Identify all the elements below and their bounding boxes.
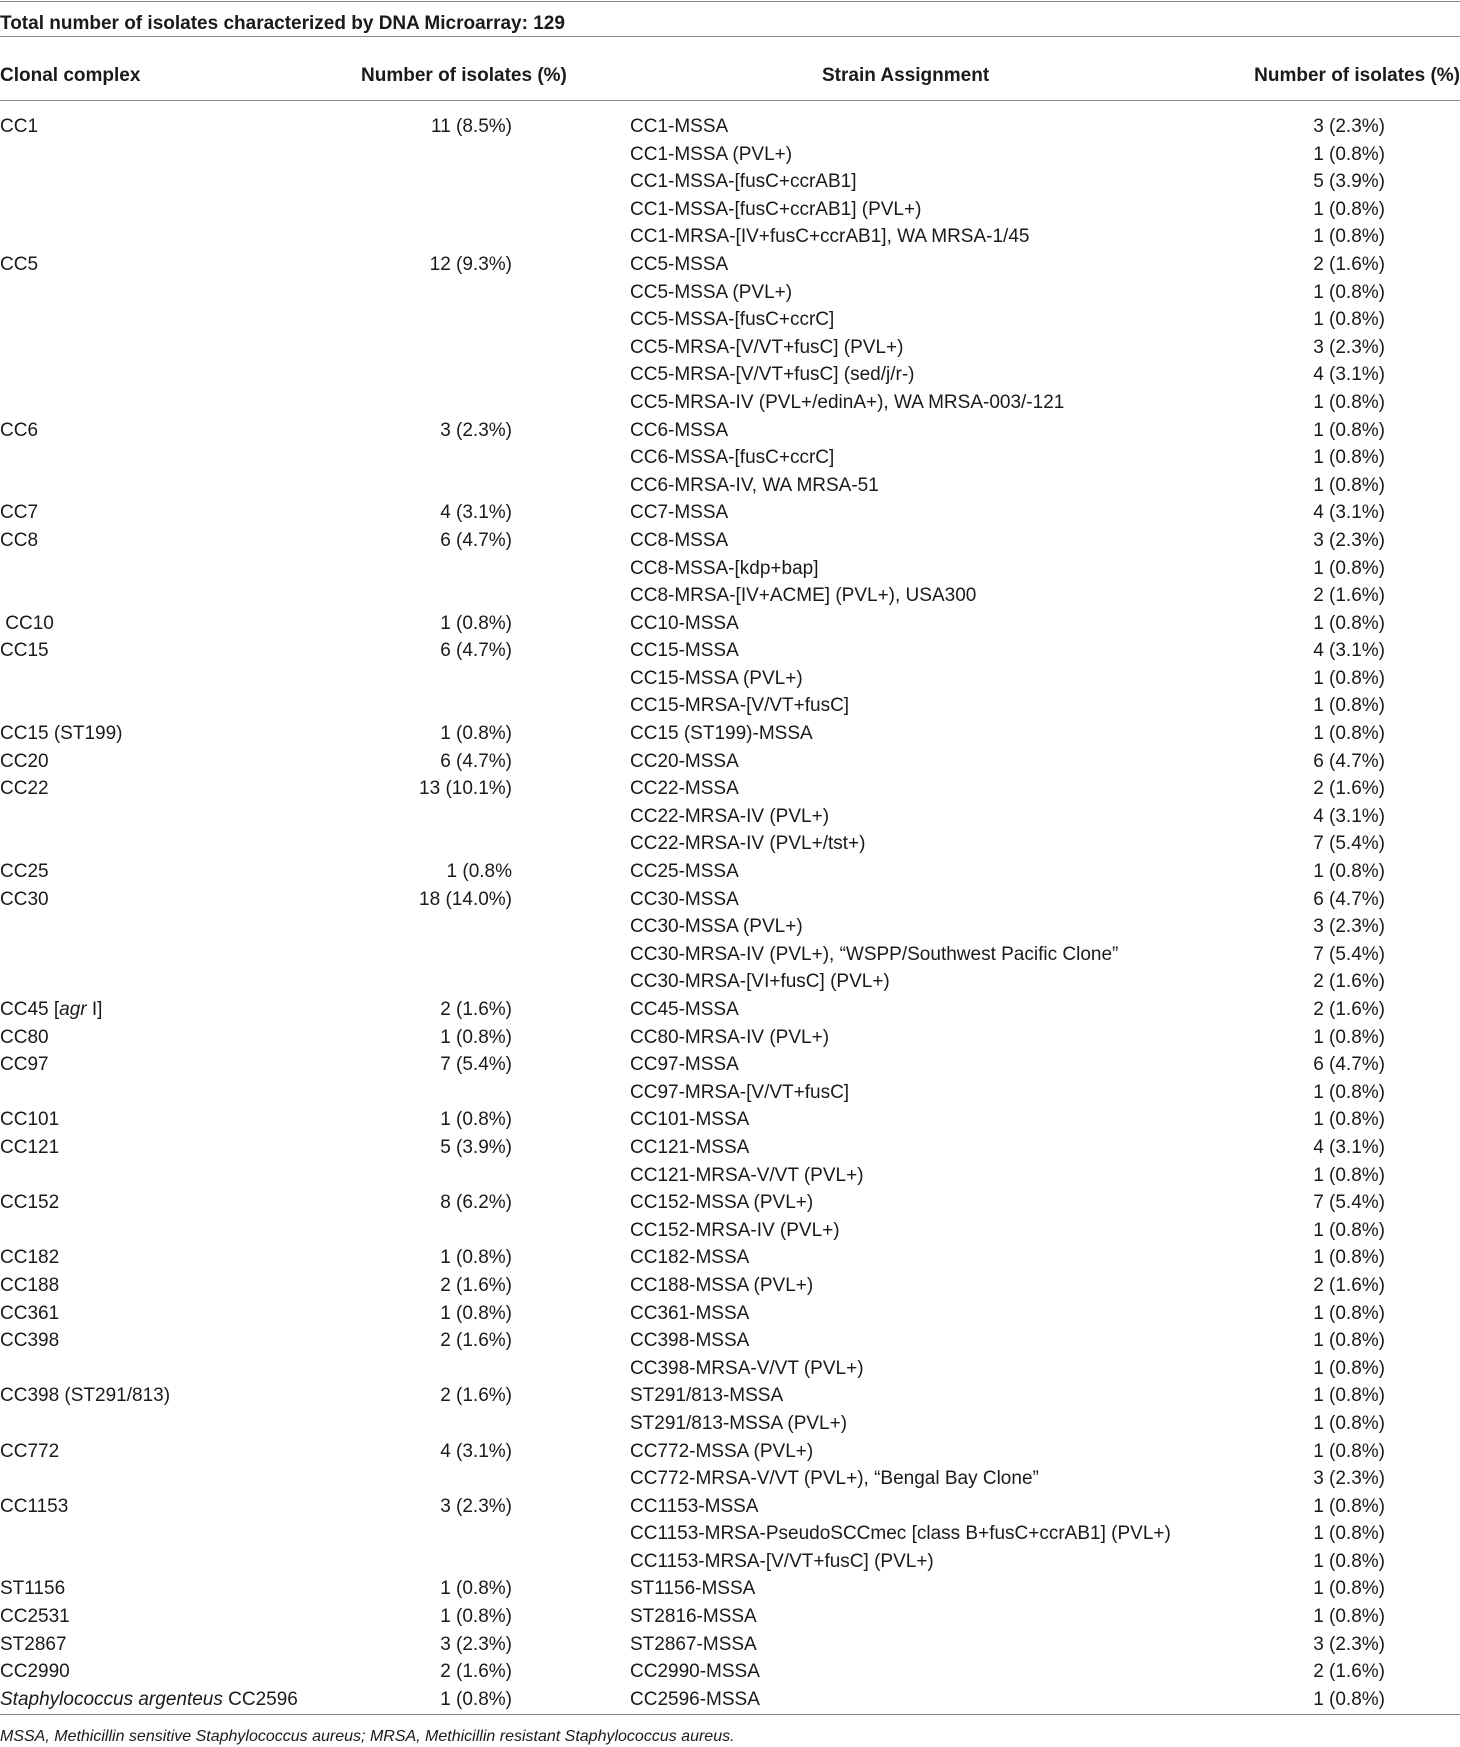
strain-isolate-count-cell: 1 (0.8%) xyxy=(1313,1495,1385,1517)
cc-isolate-count-cell: 6 (4.7%) xyxy=(440,529,512,551)
clonal-complex-suffix-text: CC2596 xyxy=(222,1688,298,1710)
strain-isolate-count-cell: 1 (0.8%) xyxy=(1313,1302,1385,1324)
strain-assignment-cell: CC2596-MSSA xyxy=(630,1688,760,1710)
strain-isolate-count-cell: 1 (0.8%) xyxy=(1313,557,1385,579)
strain-assignment-cell: CC15-MSSA (PVL+) xyxy=(630,667,803,689)
clonal-complex-text: CC1 xyxy=(0,116,39,137)
clonal-complex-italic-text: Staphylococcus argenteus xyxy=(0,1688,223,1710)
strain-isolate-count-cell: 6 (4.7%) xyxy=(1313,888,1385,910)
strain-isolate-count-cell: 1 (0.8%) xyxy=(1313,474,1385,496)
strain-assignment-cell: CC1153-MRSA-PseudoSCCmec [class B+fusC+ccrAB1] (PVL+) xyxy=(630,1523,1171,1545)
table-row xyxy=(0,1327,1460,1355)
cc-isolate-count-cell: 1 (0.8%) xyxy=(440,1688,512,1710)
table-row xyxy=(0,1217,1460,1245)
table-row xyxy=(0,692,1460,720)
cc-isolate-count-cell: 3 (2.3%) xyxy=(440,419,512,441)
strain-isolate-count-cell: 1 (0.8%) xyxy=(1313,198,1385,220)
strain-assignment-cell: CC398-MSSA xyxy=(630,1330,750,1352)
strain-isolate-count-cell: 1 (0.8%) xyxy=(1313,281,1385,303)
table-row xyxy=(0,168,1460,196)
table-row xyxy=(0,1465,1460,1493)
strain-assignment-cell: CC7-MSSA xyxy=(630,502,729,524)
strain-isolate-count-cell: 1 (0.8%) xyxy=(1313,226,1385,248)
strain-assignment-cell: CC398-MRSA-V/VT (PVL+) xyxy=(630,1357,864,1379)
clonal-complex-cell xyxy=(0,886,49,914)
clonal-complex-text: CC398 (ST291/813) xyxy=(0,1385,171,1407)
clonal-complex-suffix-text: I] xyxy=(86,999,103,1020)
strain-isolate-count-cell: 1 (0.8%) xyxy=(1313,1412,1385,1434)
strain-assignment-cell: ST291/813-MSSA xyxy=(630,1385,784,1407)
cc-isolate-count-cell: 7 (5.4%) xyxy=(440,1054,512,1076)
strain-assignment-cell: CC361-MSSA xyxy=(630,1302,750,1324)
clonal-complex-cell xyxy=(0,1603,70,1631)
strain-assignment-cell: CC188-MSSA (PVL+) xyxy=(630,1274,814,1296)
header-clonal-complex: Clonal complex xyxy=(0,65,141,86)
clonal-complex-cell xyxy=(0,610,54,638)
strain-assignment-cell: CC1153-MRSA-[V/VT+fusC] (PVL+) xyxy=(630,1550,934,1572)
strain-isolate-count-cell: 3 (2.3%) xyxy=(1313,336,1385,358)
strain-assignment-cell: CC45-MSSA xyxy=(630,999,739,1020)
table-row xyxy=(0,1244,1460,1272)
clonal-complex-cell xyxy=(0,996,102,1024)
strain-isolate-count-cell: 1 (0.8%) xyxy=(1313,1523,1385,1545)
strain-isolate-count-cell: 1 (0.8%) xyxy=(1313,1385,1385,1407)
strain-isolate-count-cell: 2 (1.6%) xyxy=(1313,1661,1385,1683)
strain-isolate-count-cell: 3 (2.3%) xyxy=(1313,529,1385,551)
strain-assignment-cell: CC1-MSSA (PVL+) xyxy=(630,143,793,165)
cc-isolate-count-cell: 4 (3.1%) xyxy=(440,1440,512,1462)
strain-isolate-count-cell: 1 (0.8%) xyxy=(1313,1219,1385,1241)
cc-isolate-count-cell: 6 (4.7%) xyxy=(440,750,512,772)
clonal-complex-cell xyxy=(0,637,49,665)
table-row xyxy=(0,113,1460,141)
cc-isolate-count-cell: 3 (2.3%) xyxy=(440,1495,512,1517)
strain-isolate-count-cell: 1 (0.8%) xyxy=(1313,391,1385,413)
strain-assignment-cell: CC772-MRSA-V/VT (PVL+), “Bengal Bay Clone” xyxy=(630,1468,1039,1490)
strain-isolate-count-cell: 4 (3.1%) xyxy=(1313,364,1385,386)
strain-assignment-cell: ST2867-MSSA xyxy=(630,1633,757,1655)
table-row xyxy=(0,1134,1460,1162)
clonal-complex-text: CC7 xyxy=(0,502,39,524)
clonal-complex-text: CC772 xyxy=(0,1440,60,1462)
clonal-complex-cell xyxy=(0,1244,59,1272)
table-row xyxy=(0,1603,1460,1631)
cc-isolate-count-cell: 2 (1.6%) xyxy=(440,1330,512,1352)
cc-isolate-count-cell: 3 (2.3%) xyxy=(440,1633,512,1655)
strain-isolate-count-cell: 1 (0.8%) xyxy=(1313,1606,1385,1628)
clonal-complex-text: ST1156 xyxy=(0,1578,66,1600)
strain-assignment-cell: CC20-MSSA xyxy=(630,750,739,772)
table-row xyxy=(0,499,1460,527)
clonal-complex-cell xyxy=(0,1134,59,1162)
caption-rule xyxy=(0,36,1460,37)
strain-isolate-count-cell: 1 (0.8%) xyxy=(1313,695,1385,717)
cc-isolate-count-cell: 11 (8.5%) xyxy=(431,116,512,137)
clonal-complex-cell xyxy=(0,1686,298,1714)
header-strain-assignment: Strain Assignment xyxy=(822,65,990,86)
strain-isolate-count-cell: 1 (0.8%) xyxy=(1313,1688,1385,1710)
strain-isolate-count-cell: 6 (4.7%) xyxy=(1313,1054,1385,1076)
strain-assignment-cell: CC30-MSSA xyxy=(630,888,739,910)
strain-isolate-count-cell: 4 (3.1%) xyxy=(1313,502,1385,524)
strain-isolate-count-cell: 1 (0.8%) xyxy=(1313,612,1385,634)
clonal-complex-text: CC2990 xyxy=(0,1661,70,1683)
strain-isolate-count-cell: 1 (0.8%) xyxy=(1313,861,1385,883)
clonal-complex-text: CC1153 xyxy=(0,1495,69,1517)
strain-assignment-cell: CC15-MSSA xyxy=(630,640,739,662)
strain-assignment-cell: ST2816-MSSA xyxy=(630,1606,757,1628)
table-row xyxy=(0,472,1460,500)
table-row xyxy=(0,1382,1460,1410)
strain-isolate-count-cell: 1 (0.8%) xyxy=(1313,1330,1385,1352)
cc-isolate-count-cell: 2 (1.6%) xyxy=(440,1274,512,1296)
clonal-complex-cell xyxy=(0,1300,59,1328)
clonal-complex-text: CC6 xyxy=(0,419,39,441)
clonal-complex-cell xyxy=(0,499,38,527)
cc-isolate-count-cell: 8 (6.2%) xyxy=(440,1192,512,1214)
clonal-complex-text: CC97 xyxy=(0,1054,49,1076)
clonal-complex-cell xyxy=(0,1493,68,1521)
strain-isolate-count-cell: 3 (2.3%) xyxy=(1313,1468,1385,1490)
strain-assignment-cell: CC25-MSSA xyxy=(630,861,739,883)
clonal-complex-text: CC121 xyxy=(0,1136,60,1158)
table-row xyxy=(0,444,1460,472)
strain-isolate-count-cell: 1 (0.8%) xyxy=(1313,1109,1385,1131)
strain-assignment-cell: CC2990-MSSA xyxy=(630,1661,760,1683)
strain-isolate-count-cell: 2 (1.6%) xyxy=(1313,778,1385,800)
clonal-complex-text: CC10 xyxy=(0,612,54,634)
clonal-complex-cell xyxy=(0,417,38,445)
clonal-complex-text: CC361 xyxy=(0,1302,60,1324)
clonal-complex-cell xyxy=(0,1051,49,1079)
strain-assignment-cell: CC772-MSSA (PVL+) xyxy=(630,1440,814,1462)
strain-assignment-cell: CC30-MSSA (PVL+) xyxy=(630,916,803,938)
clonal-complex-cell xyxy=(0,1272,59,1300)
strain-assignment-cell: CC152-MSSA (PVL+) xyxy=(630,1192,814,1214)
strain-assignment-cell: CC8-MRSA-[IV+ACME] (PVL+), USA300 xyxy=(630,585,977,607)
strain-assignment-cell: CC5-MRSA-[V/VT+fusC] (sed/j/r-) xyxy=(630,364,915,386)
table-row xyxy=(0,1438,1460,1466)
clonal-complex-text: CC5 xyxy=(0,253,39,275)
table-row xyxy=(0,1272,1460,1300)
strain-isolate-count-cell: 2 (1.6%) xyxy=(1313,253,1385,275)
strain-assignment-cell: CC15-MRSA-[V/VT+fusC] xyxy=(630,695,850,717)
cc-isolate-count-cell: 1 (0.8%) xyxy=(440,723,512,745)
table-row xyxy=(0,141,1460,169)
strain-assignment-cell: CC1-MSSA xyxy=(630,116,729,137)
clonal-complex-text: CC15 xyxy=(0,640,49,662)
strain-isolate-count-cell: 1 (0.8%) xyxy=(1313,447,1385,469)
clonal-complex-text: CC20 xyxy=(0,750,49,772)
strain-isolate-count-cell: 1 (0.8%) xyxy=(1313,309,1385,331)
strain-assignment-cell: CC22-MRSA-IV (PVL+/tst+) xyxy=(630,833,866,855)
clonal-complex-italic-text: agr xyxy=(59,999,87,1020)
cc-isolate-count-cell: 1 (0.8%) xyxy=(440,1578,512,1600)
clonal-complex-cell xyxy=(0,251,38,279)
table-row xyxy=(0,1355,1460,1383)
strain-assignment-cell: CC97-MRSA-[V/VT+fusC] xyxy=(630,1081,850,1103)
table-row xyxy=(0,1300,1460,1328)
strain-assignment-cell: CC5-MRSA-[V/VT+fusC] (PVL+) xyxy=(630,336,904,358)
table-row xyxy=(0,610,1460,638)
strain-assignment-cell: CC152-MRSA-IV (PVL+) xyxy=(630,1219,840,1241)
clonal-complex-text: CC25 xyxy=(0,861,49,883)
strain-isolate-count-cell: 2 (1.6%) xyxy=(1313,971,1385,993)
clonal-complex-cell xyxy=(0,527,38,555)
strain-isolate-count-cell: 1 (0.8%) xyxy=(1313,1164,1385,1186)
table-row xyxy=(0,1686,1460,1714)
strain-assignment-cell: CC5-MSSA (PVL+) xyxy=(630,281,793,303)
bottom-rule xyxy=(0,1714,1460,1715)
strain-isolate-count-cell: 7 (5.4%) xyxy=(1313,1192,1385,1214)
strain-isolate-count-cell: 3 (2.3%) xyxy=(1313,116,1385,137)
table-row xyxy=(0,1520,1460,1548)
strain-isolate-count-cell: 1 (0.8%) xyxy=(1313,723,1385,745)
strain-assignment-cell: CC5-MSSA xyxy=(630,253,729,275)
strain-assignment-cell: CC6-MSSA-[fusC+ccrC] xyxy=(630,447,835,469)
table-row xyxy=(0,1162,1460,1190)
strain-isolate-count-cell: 2 (1.6%) xyxy=(1313,999,1385,1020)
cc-isolate-count-cell: 1 (0.8%) xyxy=(440,1606,512,1628)
table-body xyxy=(0,113,1460,1713)
table-row xyxy=(0,637,1460,665)
strain-isolate-count-cell: 1 (0.8%) xyxy=(1313,1247,1385,1269)
strain-assignment-cell: CC6-MRSA-IV, WA MRSA-51 xyxy=(630,474,879,496)
cc-isolate-count-cell: 4 (3.1%) xyxy=(440,502,512,524)
table-row xyxy=(0,279,1460,307)
table-row xyxy=(0,417,1460,445)
table-row xyxy=(0,1079,1460,1107)
table-row xyxy=(0,858,1460,886)
strain-assignment-cell: CC1-MSSA-[fusC+ccrAB1] xyxy=(630,171,857,193)
strain-isolate-count-cell: 3 (2.3%) xyxy=(1313,916,1385,938)
strain-isolate-count-cell: 1 (0.8%) xyxy=(1313,1440,1385,1462)
table-row xyxy=(0,1631,1460,1659)
strain-isolate-count-cell: 1 (0.8%) xyxy=(1313,1578,1385,1600)
table-row xyxy=(0,1024,1460,1052)
strain-isolate-count-cell: 7 (5.4%) xyxy=(1313,943,1385,965)
table-row xyxy=(0,1106,1460,1134)
clonal-complex-text: CC15 (ST199) xyxy=(0,723,123,745)
table-row xyxy=(0,196,1460,224)
clonal-complex-cell xyxy=(0,1327,59,1355)
cc-isolate-count-cell: 1 (0.8%) xyxy=(440,1247,512,1269)
strain-isolate-count-cell: 2 (1.6%) xyxy=(1313,1274,1385,1296)
clonal-complex-cell xyxy=(0,1106,59,1134)
table-row xyxy=(0,830,1460,858)
strain-isolate-count-cell: 4 (3.1%) xyxy=(1313,805,1385,827)
clonal-complex-text: CC101 xyxy=(0,1109,60,1131)
clonal-complex-cell xyxy=(0,748,49,776)
strain-assignment-cell: CC121-MSSA xyxy=(630,1136,750,1158)
table-row xyxy=(0,223,1460,251)
strain-isolate-count-cell: 2 (1.6%) xyxy=(1313,585,1385,607)
strain-assignment-cell: CC1-MRSA-[IV+fusC+ccrAB1], WA MRSA-1/45 xyxy=(630,226,1030,248)
table-row xyxy=(0,1189,1460,1217)
clonal-complex-text: CC22 xyxy=(0,778,49,800)
strain-isolate-count-cell: 1 (0.8%) xyxy=(1313,419,1385,441)
clonal-complex-text: ST2867 xyxy=(0,1633,67,1655)
strain-assignment-cell: CC15 (ST199)-MSSA xyxy=(630,723,813,745)
cc-isolate-count-cell: 1 (0.8%) xyxy=(440,1109,512,1131)
strain-assignment-cell: CC121-MRSA-V/VT (PVL+) xyxy=(630,1164,864,1186)
strain-assignment-cell: CC182-MSSA xyxy=(630,1247,750,1269)
table-row xyxy=(0,1410,1460,1438)
table-row xyxy=(0,968,1460,996)
table-row xyxy=(0,1493,1460,1521)
clonal-complex-cell xyxy=(0,1575,65,1603)
clonal-complex-text: CC8 xyxy=(0,529,39,551)
header-number-isolates-cc: Number of isolates (%) xyxy=(361,65,567,86)
clonal-complex-cell xyxy=(0,1382,170,1410)
strain-assignment-cell: CC80-MRSA-IV (PVL+) xyxy=(630,1026,830,1048)
strain-assignment-cell: CC5-MRSA-IV (PVL+/edinA+), WA MRSA-003/-121 xyxy=(630,391,1065,413)
table-row xyxy=(0,334,1460,362)
cc-isolate-count-cell: 13 (10.1%) xyxy=(419,778,512,800)
table-row xyxy=(0,748,1460,776)
clonal-complex-text: CC182 xyxy=(0,1247,60,1269)
cc-isolate-count-cell: 2 (1.6%) xyxy=(440,1385,512,1407)
table-row xyxy=(0,803,1460,831)
clonal-complex-cell xyxy=(0,858,49,886)
table-row xyxy=(0,251,1460,279)
top-rule xyxy=(0,1,1460,2)
clonal-complex-text: CC80 xyxy=(0,1026,49,1048)
strain-assignment-cell: CC1-MSSA-[fusC+ccrAB1] (PVL+) xyxy=(630,198,922,220)
table-row xyxy=(0,913,1460,941)
strain-isolate-count-cell: 1 (0.8%) xyxy=(1313,1081,1385,1103)
strain-isolate-count-cell: 6 (4.7%) xyxy=(1313,750,1385,772)
clonal-complex-cell xyxy=(0,113,38,141)
clonal-complex-cell xyxy=(0,1024,49,1052)
cc-isolate-count-cell: 5 (3.9%) xyxy=(440,1136,512,1158)
strain-assignment-cell: CC6-MSSA xyxy=(630,419,729,441)
strain-assignment-cell: CC101-MSSA xyxy=(630,1109,750,1131)
table-row xyxy=(0,1051,1460,1079)
clonal-complex-cell xyxy=(0,1438,59,1466)
strain-assignment-cell: CC97-MSSA xyxy=(630,1054,739,1076)
strain-isolate-count-cell: 5 (3.9%) xyxy=(1313,171,1385,193)
strain-assignment-cell: CC30-MRSA-[VI+fusC] (PVL+) xyxy=(630,971,890,993)
table-row xyxy=(0,555,1460,583)
strain-isolate-count-cell: 1 (0.8%) xyxy=(1313,1357,1385,1379)
strain-assignment-cell: CC5-MSSA-[fusC+ccrC] xyxy=(630,309,835,331)
clonal-complex-cell xyxy=(0,775,49,803)
strain-assignment-cell: CC30-MRSA-IV (PVL+), “WSPP/Southwest Pacific Clone” xyxy=(630,943,1119,965)
table-row xyxy=(0,665,1460,693)
cc-isolate-count-cell: 1 (0.8%) xyxy=(440,612,512,634)
table-footnote: MSSA, Methicillin sensitive Staphylococcus aureus; MRSA, Methicillin resistant Staphylococcus aureus. xyxy=(0,1728,735,1745)
strain-isolate-count-cell: 7 (5.4%) xyxy=(1313,833,1385,855)
strain-isolate-count-cell: 1 (0.8%) xyxy=(1313,667,1385,689)
clonal-complex-text: CC188 xyxy=(0,1274,60,1296)
strain-assignment-cell: ST1156-MSSA xyxy=(630,1578,756,1600)
cc-isolate-count-cell: 2 (1.6%) xyxy=(440,999,512,1020)
strain-isolate-count-cell: 4 (3.1%) xyxy=(1313,640,1385,662)
header-rule xyxy=(0,100,1460,101)
table-row xyxy=(0,306,1460,334)
table-row xyxy=(0,941,1460,969)
clonal-complex-cell xyxy=(0,720,123,748)
strain-assignment-cell: CC8-MSSA-[kdp+bap] xyxy=(630,557,819,579)
cc-isolate-count-cell: 1 (0.8%) xyxy=(440,1026,512,1048)
cc-isolate-count-cell: 1 (0.8% xyxy=(446,861,512,883)
table-row xyxy=(0,996,1460,1024)
strain-assignment-cell: CC8-MSSA xyxy=(630,529,729,551)
cc-isolate-count-cell: 12 (9.3%) xyxy=(429,253,512,275)
cc-isolate-count-cell: 18 (14.0%) xyxy=(419,888,512,910)
table-caption: Total number of isolates characterized by DNA Microarray: 129 xyxy=(0,13,565,34)
cc-isolate-count-cell: 6 (4.7%) xyxy=(440,640,512,662)
strain-assignment-cell: ST291/813-MSSA (PVL+) xyxy=(630,1412,848,1434)
clonal-complex-text: CC2531 xyxy=(0,1606,70,1628)
strain-assignment-cell: CC1153-MSSA xyxy=(630,1495,759,1517)
table-row xyxy=(0,886,1460,914)
cc-isolate-count-cell: 1 (0.8%) xyxy=(440,1302,512,1324)
table-row xyxy=(0,1575,1460,1603)
header-number-isolates-strain: Number of isolates (%) xyxy=(1254,65,1460,86)
strain-assignment-cell: CC22-MSSA xyxy=(630,778,739,800)
strain-assignment-cell: CC10-MSSA xyxy=(630,612,739,634)
table-row xyxy=(0,1548,1460,1576)
table-row xyxy=(0,389,1460,417)
clonal-complex-text: CC45 [ xyxy=(0,999,60,1020)
table-row xyxy=(0,775,1460,803)
strain-isolate-count-cell: 1 (0.8%) xyxy=(1313,143,1385,165)
clonal-complex-text: CC30 xyxy=(0,888,49,910)
clonal-complex-text: CC398 xyxy=(0,1330,60,1352)
strain-isolate-count-cell: 3 (2.3%) xyxy=(1313,1633,1385,1655)
cc-isolate-count-cell: 2 (1.6%) xyxy=(440,1661,512,1683)
clonal-complex-text: CC152 xyxy=(0,1192,60,1214)
clonal-complex-cell xyxy=(0,1658,70,1686)
table-row xyxy=(0,527,1460,555)
strain-isolate-count-cell: 1 (0.8%) xyxy=(1313,1026,1385,1048)
table-row xyxy=(0,720,1460,748)
clonal-complex-cell xyxy=(0,1189,59,1217)
strain-isolate-count-cell: 4 (3.1%) xyxy=(1313,1136,1385,1158)
clonal-complex-cell xyxy=(0,1631,67,1659)
strain-assignment-cell: CC22-MRSA-IV (PVL+) xyxy=(630,805,830,827)
table-row xyxy=(0,361,1460,389)
strain-isolate-count-cell: 1 (0.8%) xyxy=(1313,1550,1385,1572)
table-row xyxy=(0,582,1460,610)
table-row xyxy=(0,1658,1460,1686)
